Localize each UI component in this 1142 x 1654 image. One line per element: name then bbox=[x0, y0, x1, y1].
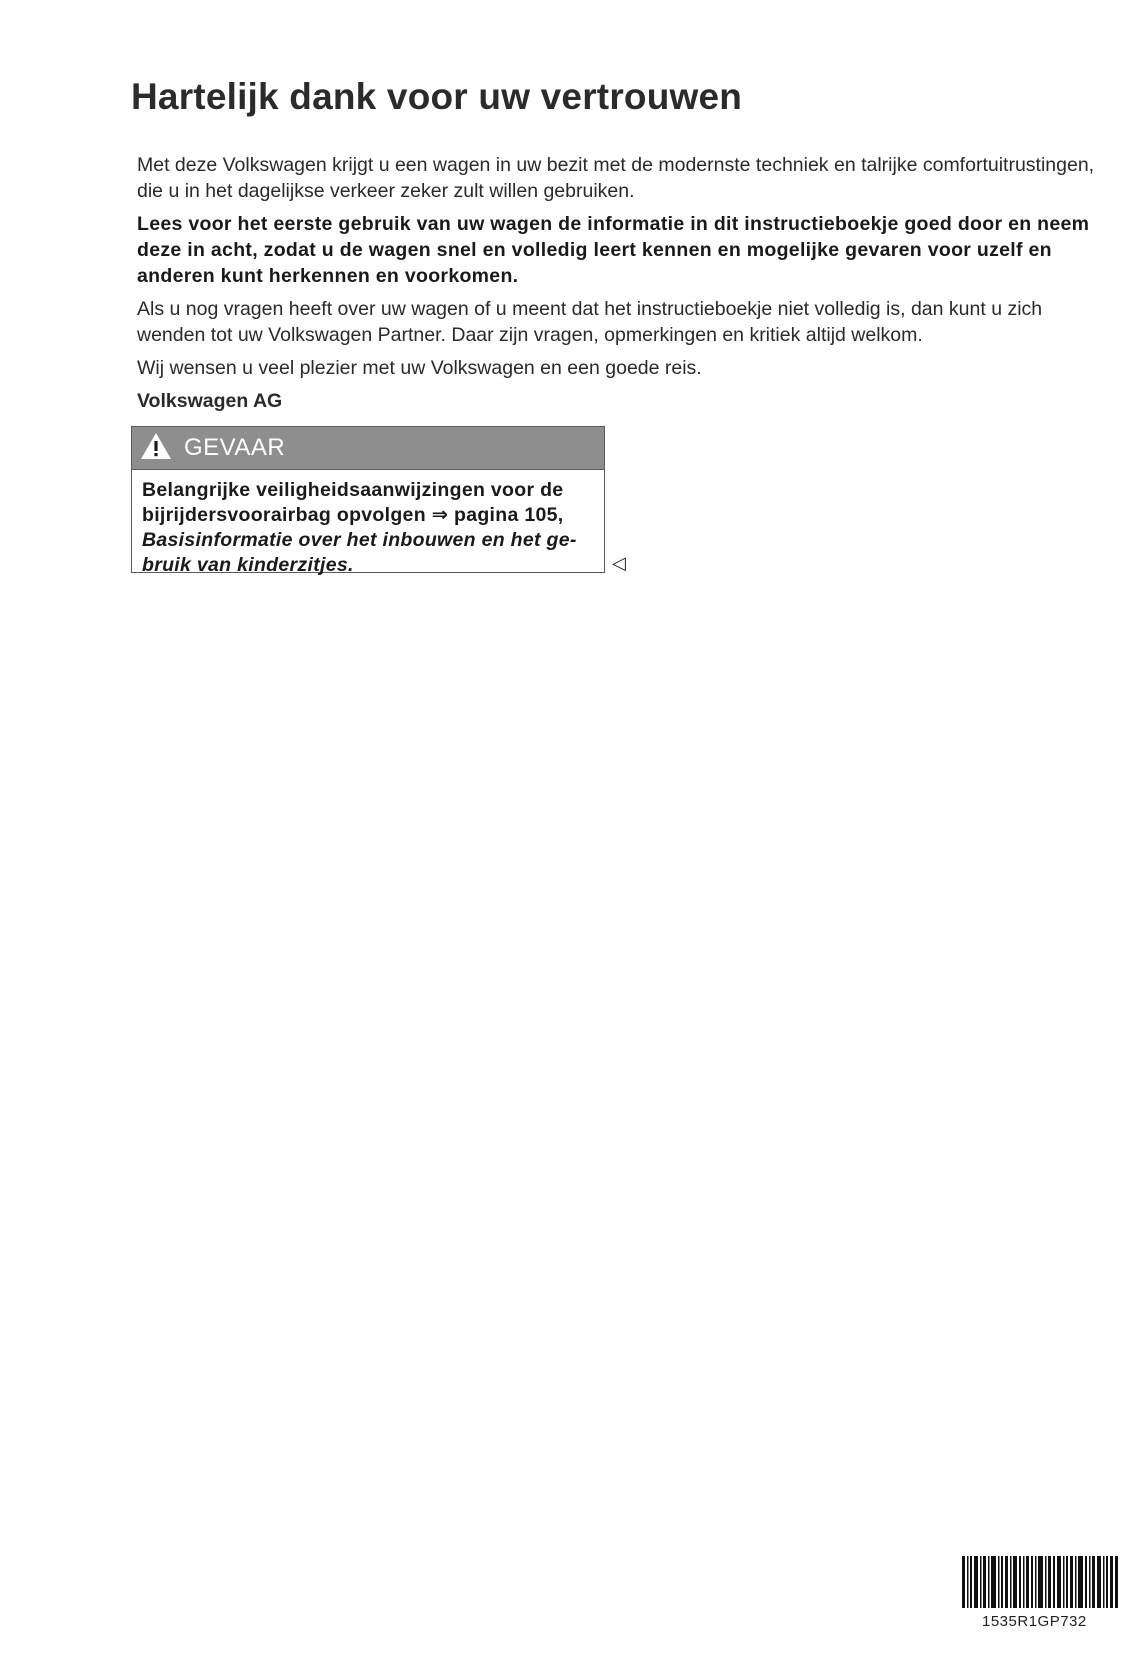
warning-text-bold: Belangrijke veiligheidsaanwijzingen voor de bijrijdersvoorairbag opvolgen ⇒ pagina 105, bbox=[142, 479, 564, 526]
warning-text bbox=[132, 470, 604, 578]
warning-label: GEVAAR bbox=[184, 434, 286, 461]
body-text bbox=[137, 152, 1107, 421]
warning-header bbox=[132, 427, 604, 470]
intro-paragraph: Met deze Volkswagen krijgt u een wagen in uw bezit met de modernste techniek en talrijke comfortuitrustingen, die u in het dagelijkse verkeer zeker zult willen gebruiken. bbox=[137, 154, 1095, 202]
warning-text-italic: Basisinformatie over het inbouwen en het gebruik van kinderzitjes. bbox=[142, 529, 577, 576]
barcode-graphic bbox=[962, 1556, 1118, 1608]
warning-triangle-icon bbox=[140, 431, 172, 466]
questions-paragraph: Als u nog vragen heeft over uw wagen of u meent dat het instructieboekje niet volledig is, dan kunt u zich wenden tot uw Volkswagen Partner. Daar zijn vragen, opmerkingen en kritiek altijd welkom. bbox=[137, 298, 1043, 346]
wishes-paragraph: Wij wensen u veel plezier met uw Volkswagen en een goede reis. bbox=[137, 357, 702, 379]
section-end-marker: ◁ bbox=[612, 553, 626, 573]
important-notice-paragraph: Lees voor het eerste gebruik van uw wagen de informatie in dit instructieboekje goed door en neem deze in acht, zodat u de wagen snel en volledig leert kennen en mogelijke gevaren voor uzelf en anderen kunt herkennen en voorkomen. bbox=[137, 213, 1090, 287]
signature: Volkswagen AG bbox=[137, 390, 283, 412]
danger-warning-box bbox=[131, 426, 605, 576]
page-title: Hartelijk dank voor uw vertrouwen bbox=[131, 76, 743, 117]
barcode-number: 1535R1GP732 bbox=[982, 1613, 1087, 1630]
